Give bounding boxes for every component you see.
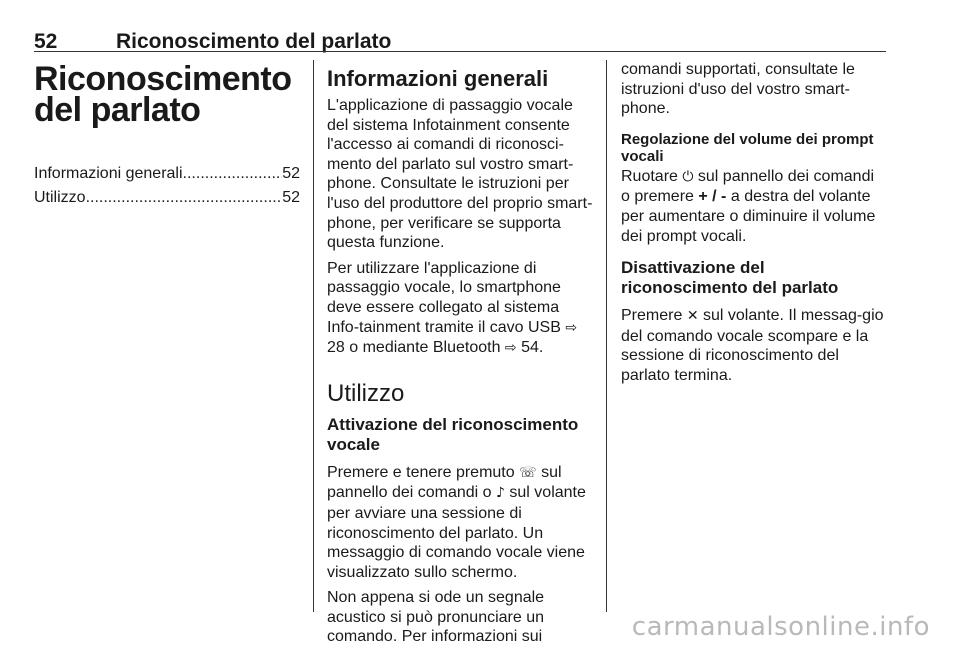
toc-leader-dots (86, 186, 283, 210)
volume-key-label: + / - (698, 188, 727, 206)
text: sul pannello dei comandi o (327, 463, 562, 502)
power-knob-icon: ⏻ (682, 168, 694, 185)
paragraph (327, 259, 593, 359)
section-heading-general: Informazioni generali (327, 66, 549, 91)
column-right (621, 60, 886, 392)
section-heading-usage: Utilizzo (327, 379, 405, 407)
subheading-activation: Attivazione del riconoscimento vocale (327, 414, 579, 454)
subheading-deactivation: Disattivazione del riconoscimento del parlato (621, 258, 839, 298)
text: Per utilizzare l'applicazione di passaggio vocale, lo smartphone deve essere collegato al sistema Info-tainment tramite il cavo USB (327, 259, 561, 336)
toc-entry[interactable] (34, 186, 300, 210)
subheading-volume: Regolazione del volume dei prompt vocali (621, 130, 874, 165)
paragraph: Non appena si ode un segnale acustico si può pronunciare un comando. Per informazioni sui (327, 589, 545, 646)
paragraph (327, 463, 593, 583)
text: sul volante per avviare una sessione di riconoscimento del parlato. Un messaggio di comando vocale viene visualizzato sullo schermo. (327, 484, 586, 581)
column-divider-1 (313, 60, 314, 612)
text: sul volante. Il messag-gio del comando vocale scompare e la sessione di riconoscimento del parlato termina. (621, 307, 884, 384)
voice-icon: ♪ (496, 485, 505, 502)
page-reference-link[interactable]: 54. (521, 339, 544, 357)
column-toc (34, 60, 300, 210)
mute-voice-icon: ✕ (686, 308, 699, 325)
column-divider-2 (606, 60, 607, 612)
chapter-title: Riconoscimento del parlato (34, 60, 292, 129)
paragraph (621, 167, 886, 246)
text: Premere e tenere premuto (327, 463, 515, 481)
text: a destra del volante per aumentare o diminuire il volume dei prompt vocali. (621, 188, 876, 245)
text: o mediante Bluetooth (349, 339, 501, 357)
toc-entry-label: Utilizzo (34, 189, 86, 206)
paragraph (621, 306, 886, 385)
arrow-icon: ⇨ (504, 340, 517, 357)
page-number: 52 (34, 30, 58, 53)
toc-entry-label: Informazioni generali (34, 165, 183, 182)
text: sul pannello dei comandi o premere (621, 167, 875, 206)
header-rule (34, 51, 886, 52)
page-header (34, 30, 886, 52)
toc-entry[interactable] (34, 162, 300, 186)
toc-entry-page: 52 (282, 165, 300, 182)
text: Premere (621, 307, 683, 325)
arrow-icon: ⇨ (565, 319, 578, 336)
toc-entry-page: 52 (282, 189, 300, 206)
paragraph: L'applicazione di passaggio vocale del sistema Infotainment consente l'accesso ai comandi di riconosci-mento del parlato sul vostro smart-phone. Consultate le istruzioni per l'uso del produttore del proprio smart-phone, per verificare se supporta questa funzione. (327, 97, 593, 252)
running-title: Riconoscimento del parlato (116, 30, 392, 53)
paragraph: comandi supportati, consultate le istruzioni d'uso del vostro smart-phone. (621, 61, 855, 118)
phone-icon: ☏ (519, 464, 537, 481)
page-reference-link[interactable]: 28 (327, 339, 345, 357)
text: Ruotare (621, 167, 678, 185)
toc-leader-dots (183, 162, 283, 186)
column-middle (327, 60, 593, 653)
watermark: carmanualsonline.info (631, 612, 930, 642)
